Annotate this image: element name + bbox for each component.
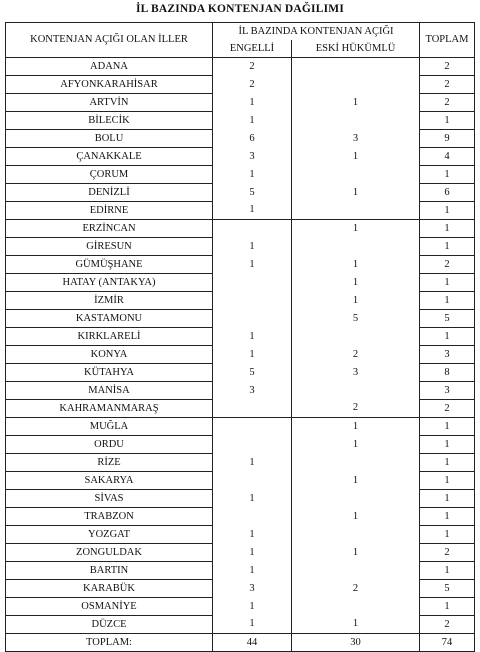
- province-cell: ERZİNCAN: [6, 220, 213, 238]
- table-row: [6, 58, 475, 76]
- toplam-cell: 1: [420, 562, 475, 580]
- toplam-cell: 1: [420, 490, 475, 508]
- eski-hukumlu-cell: 1: [292, 616, 420, 634]
- totals-toplam: 74: [420, 634, 475, 652]
- toplam-cell: 2: [420, 400, 475, 418]
- table-row: [6, 166, 475, 184]
- quota-table: [5, 22, 475, 652]
- province-cell: KÜTAHYA: [6, 364, 213, 382]
- table-row: [6, 562, 475, 580]
- table-row: [6, 472, 475, 490]
- eski-hukumlu-cell: 1: [292, 508, 420, 526]
- toplam-cell: 1: [420, 328, 475, 346]
- engelli-cell: [213, 508, 292, 526]
- engelli-cell: [213, 400, 292, 418]
- table-row: [6, 202, 475, 220]
- province-cell: BİLECİK: [6, 112, 213, 130]
- toplam-cell: 1: [420, 418, 475, 436]
- eski-hukumlu-cell: 1: [292, 94, 420, 112]
- table-row: [6, 328, 475, 346]
- province-cell: AFYONKARAHİSAR: [6, 76, 213, 94]
- eski-hukumlu-cell: [292, 490, 420, 508]
- table-row: [6, 454, 475, 472]
- engelli-cell: 1: [213, 328, 292, 346]
- toplam-cell: 1: [420, 508, 475, 526]
- engelli-cell: 1: [213, 238, 292, 256]
- province-cell: YOZGAT: [6, 526, 213, 544]
- toplam-cell: 1: [420, 436, 475, 454]
- table-row: [6, 580, 475, 598]
- eski-hukumlu-cell: [292, 76, 420, 94]
- eski-hukumlu-cell: 2: [292, 580, 420, 598]
- eski-hukumlu-cell: 3: [292, 364, 420, 382]
- province-cell: KONYA: [6, 346, 213, 364]
- table-row: [6, 400, 475, 418]
- engelli-cell: 1: [213, 490, 292, 508]
- engelli-cell: [213, 292, 292, 310]
- province-cell: EDİRNE: [6, 202, 213, 220]
- toplam-cell: 3: [420, 382, 475, 400]
- table-row: [6, 346, 475, 364]
- table-row: [6, 274, 475, 292]
- eski-hukumlu-cell: [292, 238, 420, 256]
- table-header: [6, 23, 475, 58]
- engelli-cell: 1: [213, 616, 292, 634]
- eski-hukumlu-cell: 1: [292, 274, 420, 292]
- engelli-cell: 1: [213, 346, 292, 364]
- table-row: [6, 112, 475, 130]
- toplam-cell: 2: [420, 544, 475, 562]
- province-cell: ÇORUM: [6, 166, 213, 184]
- table-row: [6, 598, 475, 616]
- engelli-cell: 1: [213, 562, 292, 580]
- table-row: [6, 148, 475, 166]
- province-cell: OSMANİYE: [6, 598, 213, 616]
- header-il: KONTENJAN AÇIĞI OLAN İLLER: [6, 23, 213, 58]
- table-row: [6, 364, 475, 382]
- province-cell: İZMİR: [6, 292, 213, 310]
- engelli-cell: 1: [213, 94, 292, 112]
- toplam-cell: 2: [420, 58, 475, 76]
- province-cell: BOLU: [6, 130, 213, 148]
- eski-hukumlu-cell: 5: [292, 310, 420, 328]
- engelli-cell: 1: [213, 112, 292, 130]
- eski-hukumlu-cell: 1: [292, 418, 420, 436]
- toplam-cell: 1: [420, 598, 475, 616]
- table-row: [6, 508, 475, 526]
- table-row: [6, 220, 475, 238]
- eski-hukumlu-cell: 1: [292, 436, 420, 454]
- toplam-cell: 1: [420, 166, 475, 184]
- document-title: İL BAZINDA KONTENJAN DAĞILIMI: [135, 3, 345, 15]
- eski-hukumlu-cell: 1: [292, 472, 420, 490]
- engelli-cell: 3: [213, 382, 292, 400]
- province-cell: ÇANAKKALE: [6, 148, 213, 166]
- toplam-cell: 4: [420, 148, 475, 166]
- table-row: [6, 436, 475, 454]
- province-cell: ARTVİN: [6, 94, 213, 112]
- header-toplam: TOPLAM: [420, 23, 475, 58]
- province-cell: MANİSA: [6, 382, 213, 400]
- engelli-cell: 1: [213, 598, 292, 616]
- toplam-cell: 5: [420, 310, 475, 328]
- engelli-cell: [213, 274, 292, 292]
- engelli-cell: [213, 472, 292, 490]
- engelli-cell: 1: [213, 256, 292, 274]
- engelli-cell: 2: [213, 58, 292, 76]
- province-cell: KASTAMONU: [6, 310, 213, 328]
- eski-hukumlu-cell: [292, 382, 420, 400]
- province-cell: ADANA: [6, 58, 213, 76]
- province-cell: ORDU: [6, 436, 213, 454]
- province-cell: KARABÜK: [6, 580, 213, 598]
- toplam-cell: 9: [420, 130, 475, 148]
- province-cell: KIRKLARELİ: [6, 328, 213, 346]
- engelli-cell: 3: [213, 580, 292, 598]
- eski-hukumlu-cell: [292, 202, 420, 220]
- engelli-cell: 6: [213, 130, 292, 148]
- engelli-cell: 1: [213, 454, 292, 472]
- province-cell: GÜMÜŞHANE: [6, 256, 213, 274]
- toplam-cell: 1: [420, 274, 475, 292]
- engelli-cell: [213, 418, 292, 436]
- toplam-cell: 3: [420, 346, 475, 364]
- engelli-cell: 1: [213, 526, 292, 544]
- eski-hukumlu-cell: 1: [292, 184, 420, 202]
- eski-hukumlu-cell: 1: [292, 148, 420, 166]
- province-cell: ZONGULDAK: [6, 544, 213, 562]
- eski-hukumlu-cell: 1: [292, 256, 420, 274]
- table-row: [6, 526, 475, 544]
- toplam-cell: 2: [420, 616, 475, 634]
- eski-hukumlu-cell: [292, 454, 420, 472]
- toplam-cell: 1: [420, 526, 475, 544]
- table-row: [6, 616, 475, 634]
- eski-hukumlu-cell: 2: [292, 346, 420, 364]
- engelli-cell: 1: [213, 544, 292, 562]
- eski-hukumlu-cell: 1: [292, 292, 420, 310]
- totals-engelli: 44: [213, 634, 292, 652]
- toplam-cell: 6: [420, 184, 475, 202]
- eski-hukumlu-cell: 1: [292, 220, 420, 238]
- table-row: [6, 418, 475, 436]
- eski-hukumlu-cell: 3: [292, 130, 420, 148]
- engelli-cell: [213, 436, 292, 454]
- eski-hukumlu-cell: 2: [292, 400, 420, 418]
- province-cell: SİVAS: [6, 490, 213, 508]
- eski-hukumlu-cell: [292, 562, 420, 580]
- eski-hukumlu-cell: [292, 58, 420, 76]
- toplam-cell: 1: [420, 112, 475, 130]
- engelli-cell: 5: [213, 364, 292, 382]
- province-cell: TRABZON: [6, 508, 213, 526]
- engelli-cell: 3: [213, 148, 292, 166]
- table-row: [6, 184, 475, 202]
- province-cell: KAHRAMANMARAŞ: [6, 400, 213, 418]
- engelli-cell: 5: [213, 184, 292, 202]
- toplam-cell: 1: [420, 454, 475, 472]
- toplam-cell: 2: [420, 256, 475, 274]
- toplam-cell: 2: [420, 94, 475, 112]
- province-cell: DENİZLİ: [6, 184, 213, 202]
- header-engelli: ENGELLİ: [213, 40, 292, 58]
- province-cell: DÜZCE: [6, 616, 213, 634]
- province-cell: RİZE: [6, 454, 213, 472]
- table-row: [6, 310, 475, 328]
- province-cell: HATAY (ANTAKYA): [6, 274, 213, 292]
- engelli-cell: 1: [213, 166, 292, 184]
- totals-label: TOPLAM:: [6, 634, 213, 652]
- province-cell: GİRESUN: [6, 238, 213, 256]
- table-body: [6, 58, 475, 652]
- table-row: [6, 490, 475, 508]
- toplam-cell: 1: [420, 292, 475, 310]
- header-group: İL BAZINDA KONTENJAN AÇIĞI: [213, 23, 420, 41]
- table-row: [6, 292, 475, 310]
- engelli-cell: [213, 310, 292, 328]
- toplam-cell: 5: [420, 580, 475, 598]
- table-row: [6, 238, 475, 256]
- table-row: [6, 130, 475, 148]
- engelli-cell: [213, 220, 292, 238]
- table-row: [6, 76, 475, 94]
- province-cell: SAKARYA: [6, 472, 213, 490]
- eski-hukumlu-cell: 1: [292, 544, 420, 562]
- table-row: [6, 94, 475, 112]
- engelli-cell: 2: [213, 76, 292, 94]
- table-row: [6, 382, 475, 400]
- totals-row: [6, 634, 475, 652]
- province-cell: BARTIN: [6, 562, 213, 580]
- eski-hukumlu-cell: [292, 112, 420, 130]
- totals-eski-hukumlu: 30: [292, 634, 420, 652]
- toplam-cell: 8: [420, 364, 475, 382]
- province-cell: MUĞLA: [6, 418, 213, 436]
- toplam-cell: 1: [420, 202, 475, 220]
- table-row: [6, 544, 475, 562]
- eski-hukumlu-cell: [292, 166, 420, 184]
- eski-hukumlu-cell: [292, 598, 420, 616]
- header-eski-hukumlu: ESKİ HÜKÜMLÜ: [292, 40, 420, 58]
- toplam-cell: 1: [420, 220, 475, 238]
- eski-hukumlu-cell: [292, 328, 420, 346]
- table-row: [6, 256, 475, 274]
- eski-hukumlu-cell: [292, 526, 420, 544]
- toplam-cell: 1: [420, 472, 475, 490]
- toplam-cell: 2: [420, 76, 475, 94]
- toplam-cell: 1: [420, 238, 475, 256]
- engelli-cell: 1: [213, 202, 292, 220]
